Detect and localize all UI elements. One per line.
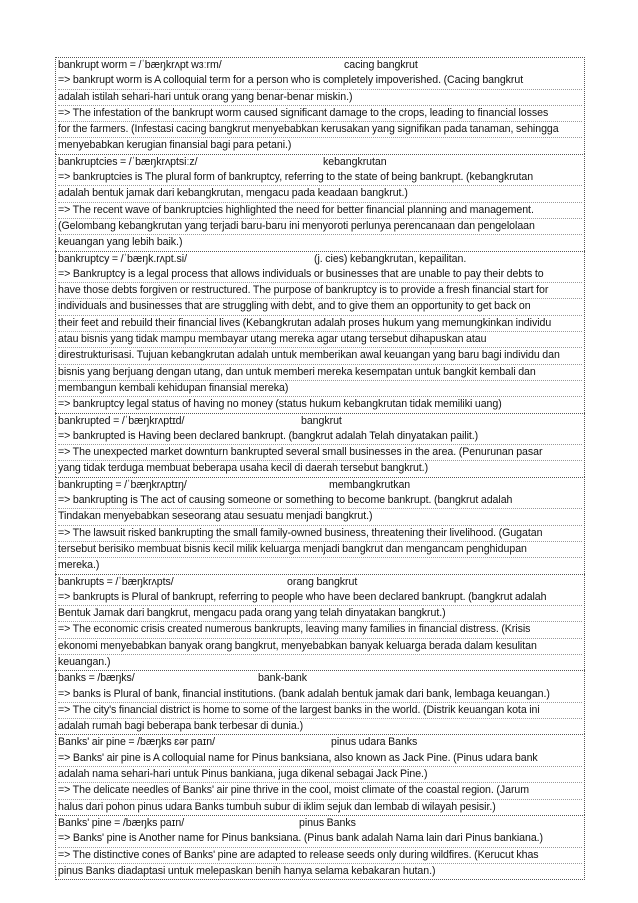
entry-line: ekonomi menyebabkan banyak orang bangkrut, menyebabkan banyak keluarga berada dalam kesulitan xyxy=(58,638,582,654)
entry-header xyxy=(58,735,582,750)
entry-term: bankrupts = /ˈbæŋkrʌpts/ xyxy=(58,575,174,588)
entry-term: bankruptcies = /ˈbæŋkrʌptsiːz/ xyxy=(58,155,198,168)
entry-term: Banks' pine = /bæŋks paɪn/ xyxy=(58,816,185,829)
entry-line: adalah rumah bagi beberapa bank terbesar di dunia.) xyxy=(58,718,582,734)
entry-term: banks = /bæŋks/ xyxy=(58,672,135,685)
dictionary-entry xyxy=(55,815,585,880)
entry-translation: kebangkrutan xyxy=(323,155,387,168)
entry-translation: pinus Banks xyxy=(299,816,356,829)
entry-line: => bankruptcies is The plural form of bankruptcy, referring to the state of being bankrupt. (kebangkrutan xyxy=(58,171,534,184)
dictionary-entry xyxy=(55,670,585,734)
dictionary-entry xyxy=(55,413,585,477)
entry-term: bankrupted = /ˈbæŋkrʌptɪd/ xyxy=(58,414,185,427)
dictionary-entry xyxy=(55,251,585,413)
entry-translation: bangkrut xyxy=(301,414,342,427)
dictionary-entry xyxy=(55,57,585,154)
entry-line: => The lawsuit risked bankrupting the small family-owned business, threatening their livelihood. (Gugatan xyxy=(58,525,582,541)
entry-term: Banks' air pine = /bæŋks ɛər paɪn/ xyxy=(58,736,216,749)
entry-line: individuals and businesses that are struggling with debt, and to give them an opportunity to get back on xyxy=(58,298,582,314)
entry-line: Bentuk Jamak dari bangkrut, mengacu pada orang yang telah dinyatakan bangkrut.) xyxy=(58,605,582,621)
entry-line: yang tidak terduga membuat beberapa usaha kecil di daerah tersebut bangkrut.) xyxy=(58,460,582,476)
entry-line: => The city's financial district is home to some of the largest banks in the world. (Distrik keuangan kota ini xyxy=(58,702,582,718)
entry-line: pinus Banks diadaptasi untuk melepaskan benih hanya selama kebakaran hutan.) xyxy=(58,863,582,879)
entry-line: keuangan.) xyxy=(58,654,582,670)
entry-line: => Banks' air pine is A colloquial name for Pinus banksiana, also known as Jack Pine. (Pinus udara bank xyxy=(58,751,538,764)
entry-line: direstrukturisasi. Tujuan kebangkrutan adalah untuk memberikan awal keuangan yang baru bagi individu dan xyxy=(58,347,582,363)
entry-line: (Gelombang kebangkrutan yang terjadi baru-baru ini menyoroti perlunya perencanaan dan pengelolaan xyxy=(58,218,582,234)
entry-line: => The infestation of the bankrupt worm caused significant damage to the crops, leading to financial losses xyxy=(58,105,582,121)
entry-line: adalah nama sehari-hari untuk Pinus bankiana, juga dikenal sebagai Jack Pine.) xyxy=(58,766,582,782)
entry-line: => bankrupt worm is A colloquial term for a person who is completely impoverished. (Cacing bangkrut xyxy=(58,74,524,87)
dictionary-entry xyxy=(55,154,585,251)
entry-line: mereka.) xyxy=(58,557,582,573)
entry-line: membangun kembali kehidupan finansial mereka) xyxy=(58,380,582,396)
entry-line: => Banks' pine is Another name for Pinus banksiana. (Pinus bank adalah Nama lain dari Pinus bankiana.) xyxy=(58,832,544,845)
dictionary-entry xyxy=(55,734,585,814)
entry-header xyxy=(58,58,582,73)
entry-line: => The unexpected market downturn bankrupted several small businesses in the area. (Penurunan pasar xyxy=(58,444,582,460)
entry-header xyxy=(58,816,582,831)
entry-header xyxy=(58,155,582,170)
entry-translation: cacing bangkrut xyxy=(344,59,418,71)
entry-line: bisnis yang berjuang dengan utang, dan untuk memberi mereka kesempatan untuk bangkit kembali dan xyxy=(58,364,582,380)
entry-line: adalah bentuk jamak dari kebangkrutan, mengacu pada keadaan bangkrut.) xyxy=(58,185,582,201)
entry-translation: orang bangkrut xyxy=(287,575,358,588)
entry-line: => The recent wave of bankruptcies highlighted the need for better financial planning and management. xyxy=(58,202,582,218)
entry-term: bankruptcy = /ˈbæŋk.rʌpt.si/ xyxy=(58,252,188,265)
entry-line: adalah istilah sehari-hari untuk orang yang benar-benar miskin.) xyxy=(58,89,582,105)
entry-header xyxy=(58,478,582,493)
entry-line: menyebabkan kerugian finansial bagi para petani.) xyxy=(58,137,582,153)
entry-line: their feet and rebuild their financial lives (Kebangkrutan adalah proses hukum yang memungkinkan individu xyxy=(58,315,582,331)
entry-line: keuangan yang lebih baik.) xyxy=(58,234,582,250)
entry-line: => The economic crisis created numerous bankrupts, leaving many families in financial distress. (Krisis xyxy=(58,621,582,637)
entry-line: atau bisnis yang tidak mampu membayar utang mereka agar utang tersebut dihapuskan atau xyxy=(58,331,582,347)
entry-line: => The delicate needles of Banks' air pine thrive in the cool, moist climate of the coastal region. (Jarum xyxy=(58,782,582,798)
entry-translation: membangkrutkan xyxy=(329,478,411,491)
dictionary-page xyxy=(55,57,585,880)
entry-line: => bankruptcy legal status of having no money (status hukum kebangkrutan tidak memiliki uang) xyxy=(58,396,582,412)
entry-term: bankrupt worm = /ˈbæŋkrʌpt wɜːrm/ xyxy=(58,59,222,71)
entry-translation: pinus udara Banks xyxy=(331,736,418,749)
entry-line: => banks is Plural of bank, financial institutions. (bank adalah bentuk jamak dari bank, lembaga keuangan.) xyxy=(58,687,550,700)
entry-line: => bankrupts is Plural of bankrupt, referring to people who have been declared bankrupt. (bangkrut adalah xyxy=(58,590,547,603)
entry-header xyxy=(58,671,582,686)
entry-line: have those debts forgiven or restructured. The purpose of bankruptcy is to provide a fresh financial start for xyxy=(58,282,582,298)
entry-line: => Bankruptcy is a legal process that allows individuals or businesses that are unable to pay their debts to xyxy=(58,267,544,280)
entry-header xyxy=(58,575,582,590)
entry-line: for the farmers. (Infestasi cacing bangkrut menyebabkan kerusakan yang signifikan pada tanaman, sehingga xyxy=(58,121,582,137)
entry-line: => bankrupted is Having been declared bankrupt. (bangkrut adalah Telah dinyatakan pailit.) xyxy=(58,429,479,442)
entry-line: halus dari pohon pinus udara Banks tumbuh subur di iklim sejuk dan lembab di wilayah pesisir.) xyxy=(58,799,582,815)
entry-line: tersebut berisiko membuat bisnis kecil milik keluarga menjadi bangkrut dan mengancam penghidupan xyxy=(58,541,582,557)
entry-header xyxy=(58,252,582,267)
dictionary-entry xyxy=(55,477,585,574)
entry-term: bankrupting = /ˈbæŋkrʌptɪŋ/ xyxy=(58,478,187,491)
entry-translation: bank-bank xyxy=(258,672,308,685)
entry-header xyxy=(58,414,582,429)
entry-line: Tindakan menyebabkan seseorang atau sesuatu menjadi bangkrut.) xyxy=(58,508,582,524)
entry-line: => bankrupting is The act of causing someone or something to become bankrupt. (bangkrut adalah xyxy=(58,494,513,507)
entry-line: => The distinctive cones of Banks' pine are adapted to release seeds only during wildfires. (Kerucut khas xyxy=(58,847,582,863)
dictionary-entry xyxy=(55,574,585,671)
entry-translation: (j. cies) kebangkrutan, kepailitan. xyxy=(314,252,467,265)
